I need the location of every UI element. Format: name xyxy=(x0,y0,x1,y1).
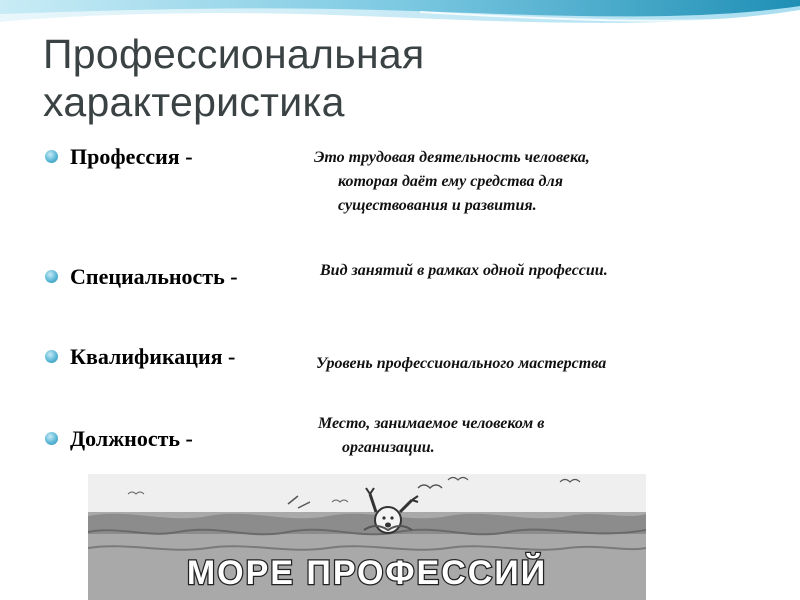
term-label: Специальность - xyxy=(70,264,238,289)
illustration-caption: МОРЕ ПРОФЕССИЙ xyxy=(186,554,548,592)
sea-of-professions-illustration xyxy=(88,474,646,600)
definition-line: которая даёт ему средства для xyxy=(338,173,563,190)
term-qualification xyxy=(45,344,235,370)
definition-position xyxy=(318,412,758,460)
definition-qualification xyxy=(316,352,756,376)
term-label: Профессия - xyxy=(70,144,193,169)
slide-title xyxy=(43,30,603,126)
term-specialty xyxy=(45,264,238,290)
definition-line: Это трудовая деятельность человека, xyxy=(314,149,590,166)
bullet-icon xyxy=(45,270,58,283)
term-label: Должность - xyxy=(70,426,193,451)
definition-line: Уровень профессионального мастерства xyxy=(316,355,607,372)
term-position xyxy=(45,426,193,452)
title-line-1: Профессиональная xyxy=(43,31,425,77)
bullet-icon xyxy=(45,150,58,163)
definition-profession xyxy=(314,146,754,218)
definition-specialty xyxy=(320,259,760,283)
definition-line: организации. xyxy=(342,439,435,456)
bullet-icon xyxy=(45,350,58,363)
definition-line: Место, занимаемое человеком в xyxy=(318,415,545,432)
bullet-icon xyxy=(45,432,58,445)
term-profession xyxy=(45,144,193,170)
title-line-2: характеристика xyxy=(43,79,345,125)
term-label: Квалификация - xyxy=(70,344,236,369)
definition-line: Вид занятий в рамках одной профессии. xyxy=(320,262,608,279)
definition-line: существования и развития. xyxy=(338,197,537,214)
